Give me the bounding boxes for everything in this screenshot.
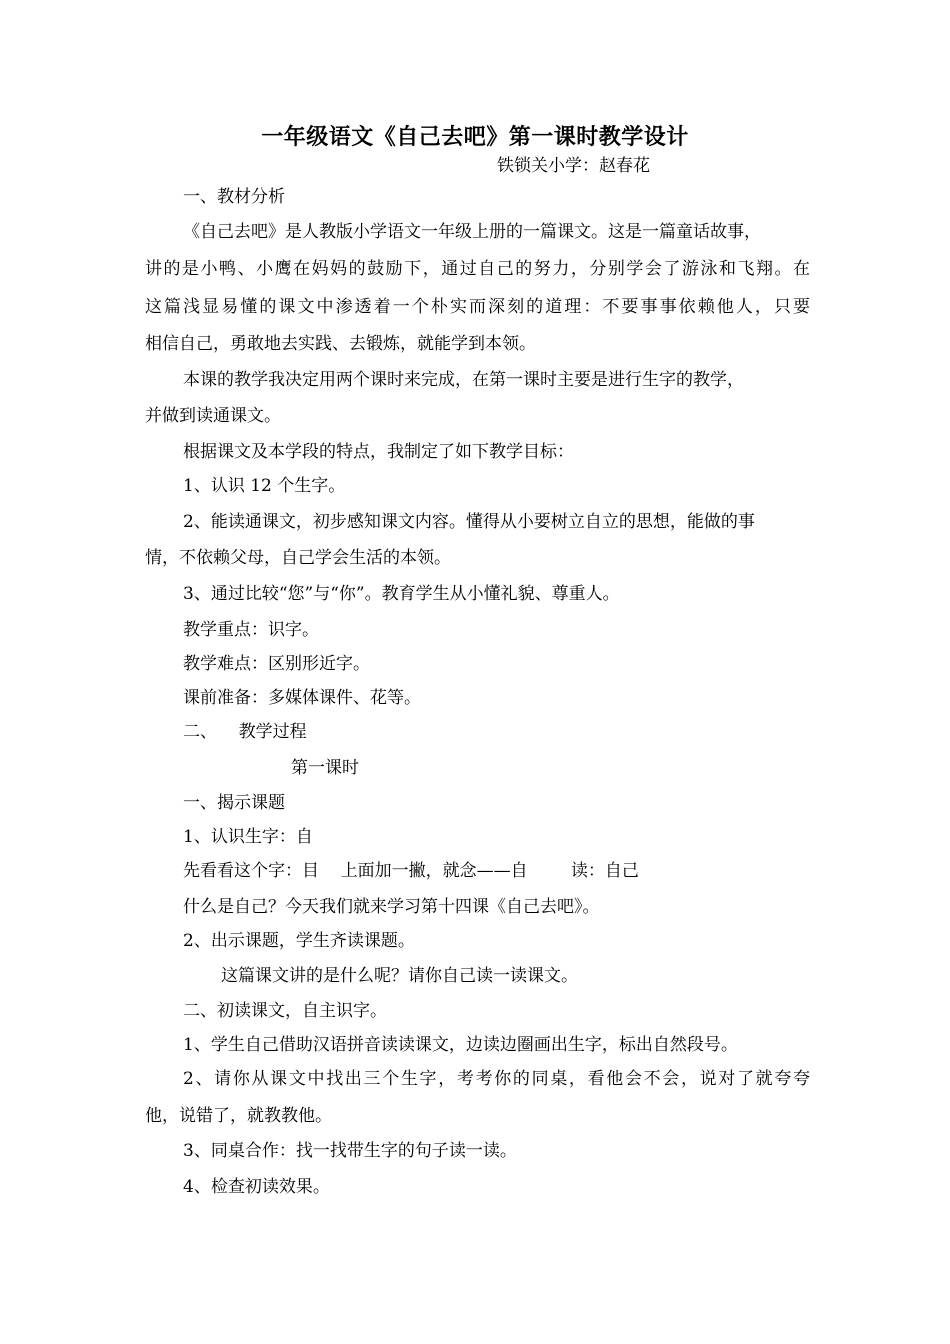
list-item: 1、认识 12 个生字。 (183, 476, 346, 496)
paragraph-line: 《自己去吧》是人教版小学语文一年级上册的一篇课文。这是一篇童话故事， (183, 222, 761, 242)
list-item: 2、出示课题，学生齐读课题。 (183, 931, 415, 951)
paragraph-line: 根据课文及本学段的特点，我制定了如下教学目标： (183, 442, 574, 462)
list-item: 4、检查初读效果。 (183, 1177, 330, 1197)
section-heading: 一、教材分析 (183, 187, 285, 207)
list-item: 2、请你从课文中找出三个生字，考考你的同桌，看他会不会，说对了就夸夸 (183, 1069, 810, 1089)
author-line: 铁锁关小学：赵春花 (497, 156, 650, 176)
paragraph-line: 本课的教学我决定用两个课时来完成，在第一课时主要是进行生字的教学， (183, 370, 744, 390)
paragraph-line: 相信自己，勇敢地去实践、去锻炼，就能学到本领。 (145, 334, 536, 354)
list-item: 3、同桌合作：找一找带生字的句子读一读。 (183, 1141, 517, 1161)
list-item: 2、能读通课文，初步感知课文内容。懂得从小要树立自立的思想，能做的事 (183, 512, 755, 532)
paragraph-line: 讲的是小鸭、小鹰在妈妈的鼓励下，通过自己的努力，分别学会了游泳和飞翔。在 (145, 259, 810, 279)
paragraph-line: 教学重点：识字。 (183, 620, 319, 640)
paragraph-line: 课前准备：多媒体课件、花等。 (183, 688, 421, 708)
paragraph-line: 并做到读通课文。 (145, 406, 281, 426)
subsection-heading: 第一课时 (291, 758, 359, 778)
paragraph-line: 情，不依赖父母，自己学会生活的本领。 (145, 548, 451, 568)
section-heading: 一、揭示课题 (183, 793, 285, 813)
paragraph-line: 他，说错了，就教教他。 (145, 1106, 332, 1126)
paragraph-line: 这篇浅显易懂的课文中渗透着一个朴实而深刻的道理：不要事事依赖他人，只要 (145, 297, 810, 317)
list-item: 1、认识生字：自 (183, 827, 313, 847)
section-heading: 二、 教学过程 (183, 722, 307, 742)
list-item: 3、通过比较“您”与“你”。教育学生从小懂礼貌、尊重人。 (183, 584, 620, 604)
document-title: 一年级语文《自己去吧》第一课时教学设计 (261, 124, 689, 150)
paragraph-line: 这篇课文讲的是什么呢？请你自己读一读课文。 (221, 966, 578, 986)
paragraph-line: 什么是自己？今天我们就来学习第十四课《自己去吧》。 (183, 897, 600, 917)
paragraph-line: 先看看这个字：目 上面加一撇，就念——自 读：自己 (183, 861, 639, 881)
section-heading: 二、初读课文，自主识字。 (183, 1001, 387, 1021)
list-item: 1、学生自己借助汉语拼音读读课文，边读边圈画出生字，标出自然段号。 (183, 1035, 738, 1055)
paragraph-line: 教学难点：区别形近字。 (183, 654, 370, 674)
